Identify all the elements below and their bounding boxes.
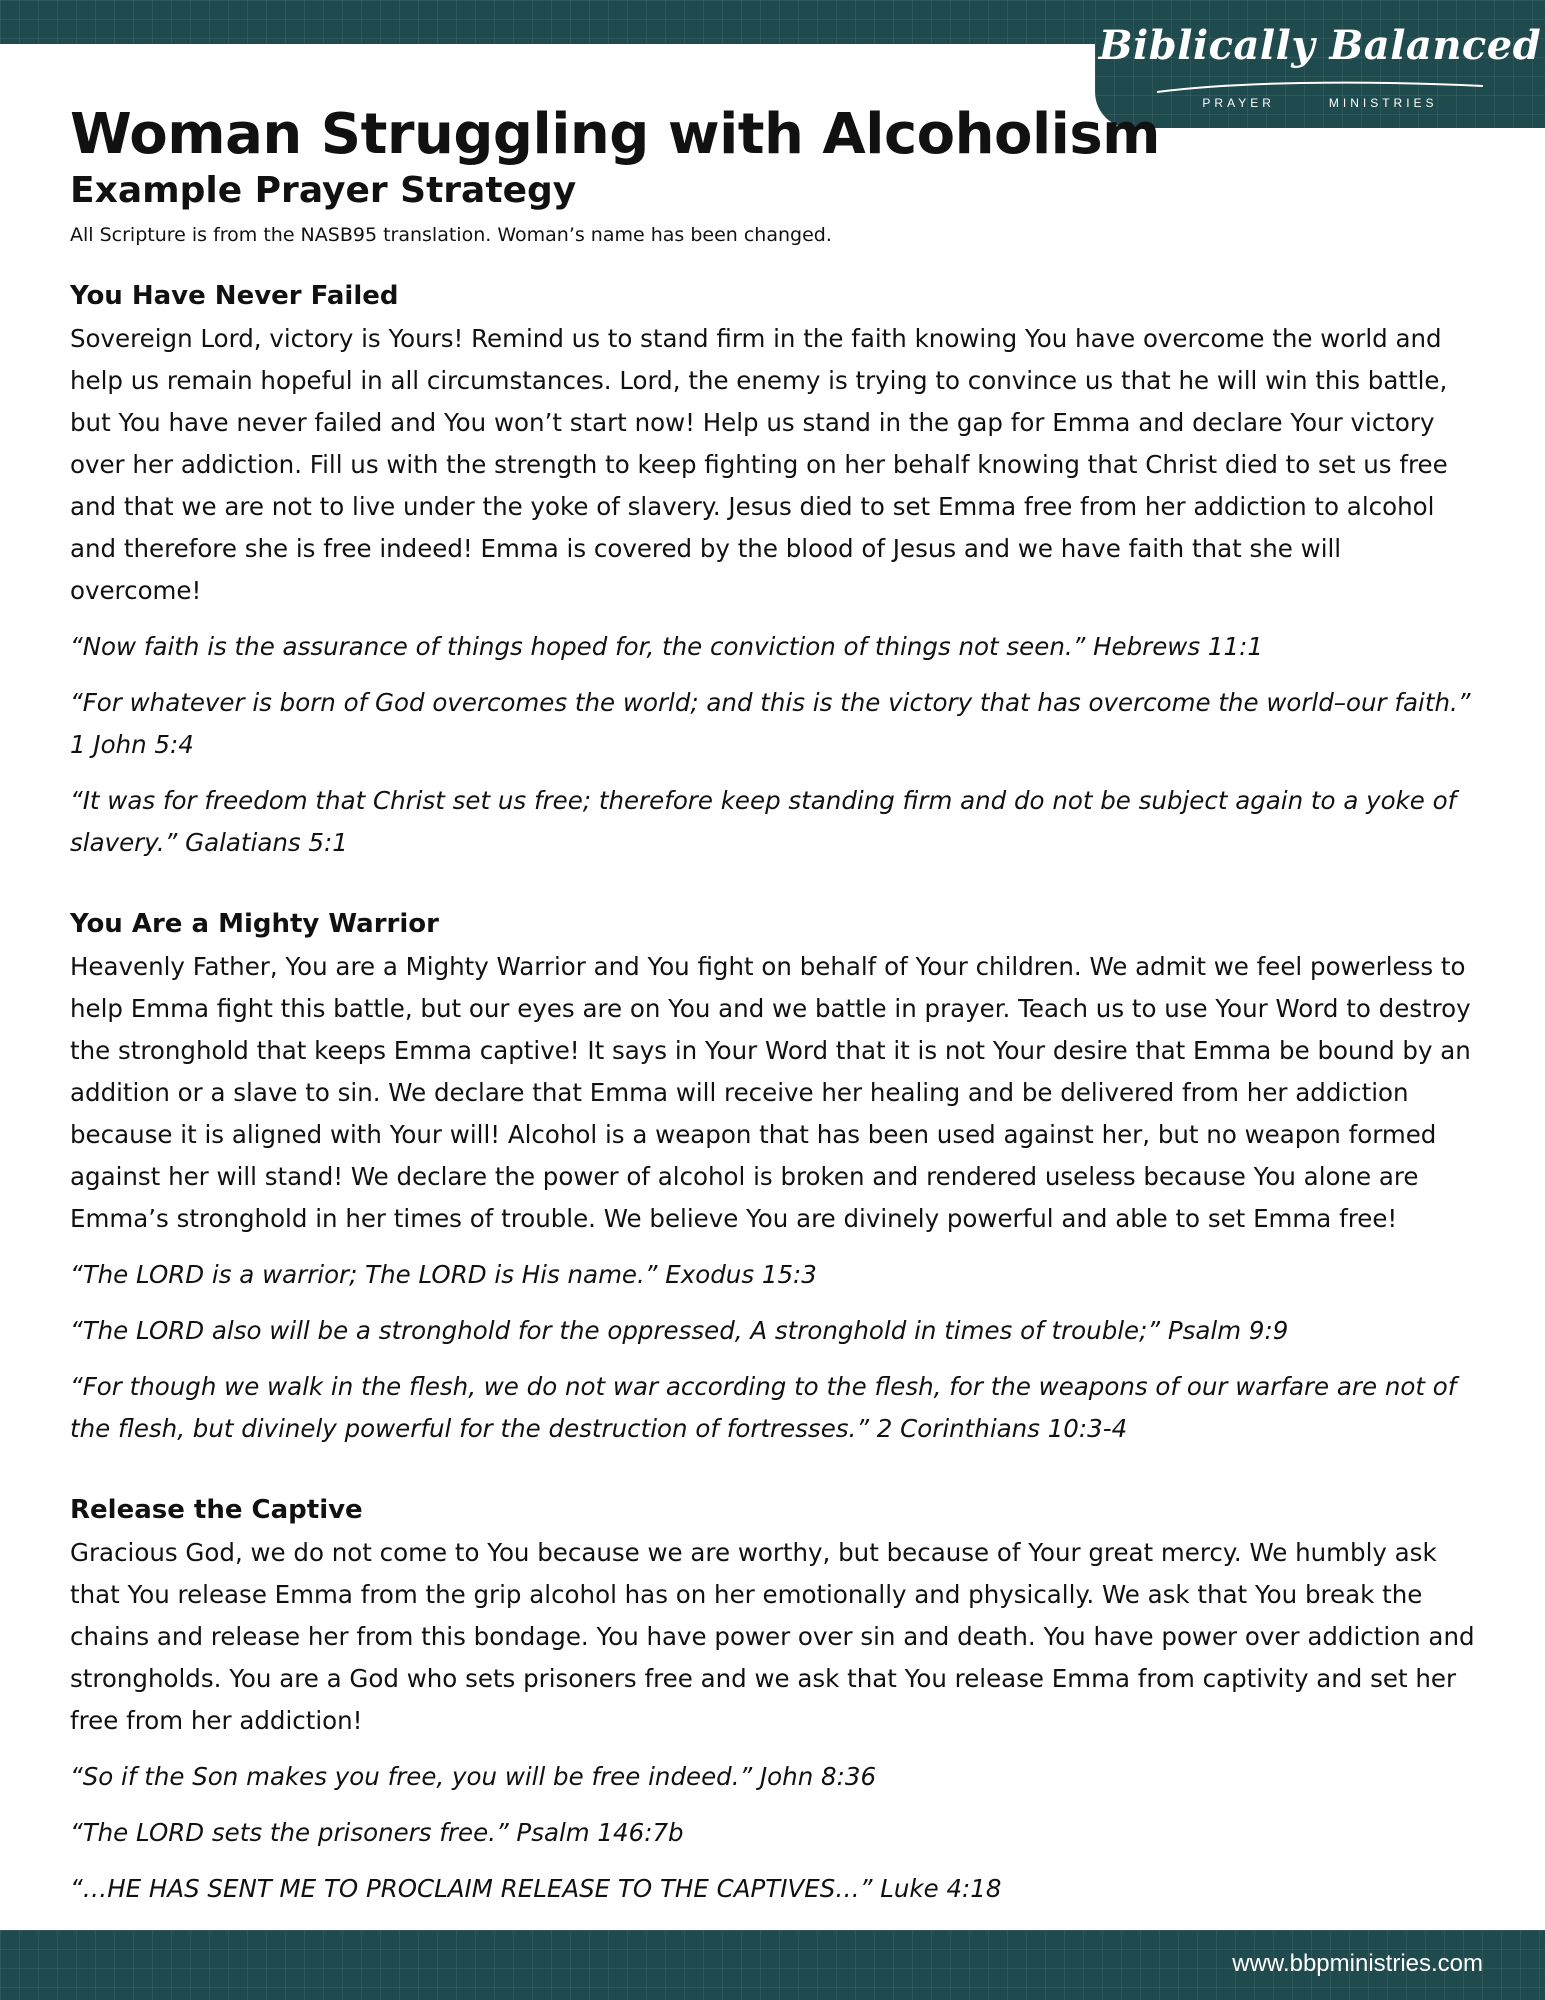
- prayer-paragraph: Heavenly Father, You are a Mighty Warrior and You fight on behalf of Your children. We admit we feel powerless to help Emma fight this battle, but our eyes are on You and we battle in prayer. Teach us to use Your Word to destroy the stronghold that keeps Emma captive! It says in Your Word that it is not Your desire that Emma be bound by an addition or a slave to sin. We declare that Emma will receive her healing and be delivered from her addiction because it is aligned with Your will! Alcohol is a weapon that has been used against her, but no weapon formed against her will stand! We declare the power of alcohol is broken and rendered useless because You alone are Emma’s stronghold in her times of trouble. We believe You are divinely powerful and able to set Emma free!: [70, 952, 1471, 1233]
- scripture-verse: “For though we walk in the flesh, we do not war according to the flesh, for the weapons of our warfare are not of the flesh, but divinely powerful for the destruction of fortresses.” 2 Corinthians 10:3-4: [70, 1372, 1457, 1443]
- scripture-verse: “The LORD sets the prisoners free.” Psalm 146:7b: [70, 1818, 684, 1847]
- section-never-failed: [70, 276, 1480, 864]
- scripture-verse: “For whatever is born of God overcomes the world; and this is the victory that has overcome the world–our faith.” 1 John 5:4: [70, 688, 1471, 759]
- logo-sub-right: MINISTRIES: [1328, 96, 1438, 110]
- logo-sub-left: PRAYER: [1202, 96, 1275, 110]
- prayer-paragraph: Gracious God, we do not come to You because we are worthy, but because of Your great mercy. We humbly ask that You release Emma from the grip alcohol has on her emotionally and physically. We ask that You break the chains and release her from this bondage. You have power over sin and death. You have power over addiction and strongholds. You are a God who sets prisoners free and we ask that You release Emma from captivity and set her free from her addiction!: [70, 1538, 1475, 1735]
- scripture-verse: “So if the Son makes you free, you will be free indeed.” John 8:36: [70, 1762, 877, 1791]
- logo-wordmark: Biblically Balanced: [1098, 22, 1542, 69]
- page-title: Woman Struggling with Alcoholism: [70, 102, 1161, 167]
- document-body: [70, 102, 1480, 1910]
- section-heading: You Have Never Failed: [70, 281, 399, 311]
- scripture-verse: “…HE HAS SENT ME TO PROCLAIM RELEASE TO THE CAPTIVES…” Luke 4:18: [70, 1874, 1002, 1903]
- translation-note: All Scripture is from the NASB95 translation. Woman’s name has been changed.: [70, 224, 832, 246]
- logo-swoosh-icon: [1155, 78, 1485, 98]
- section-heading: You Are a Mighty Warrior: [70, 909, 439, 939]
- page-subtitle: Example Prayer Strategy: [70, 170, 577, 211]
- footer-url-link[interactable]: www.bbpministries.com: [1232, 1950, 1483, 1977]
- section-release-captive: [70, 1490, 1480, 1910]
- scripture-verse: “It was for freedom that Christ set us free; therefore keep standing firm and do not be subject again to a yoke of slavery.” Galatians 5:1: [70, 786, 1457, 857]
- section-mighty-warrior: [70, 904, 1480, 1450]
- scripture-verse: “Now faith is the assurance of things hoped for, the conviction of things not seen.” Hebrews 11:1: [70, 632, 1263, 661]
- prayer-paragraph: Sovereign Lord, victory is Yours! Remind us to stand firm in the faith knowing You have overcome the world and help us remain hopeful in all circumstances. Lord, the enemy is trying to convince us that he will win this battle, but You have never failed and You won’t start now! Help us stand in the gap for Emma and declare Your victory over her addiction. Fill us with the strength to keep fighting on her behalf knowing that Christ died to set us free and that we are not to live under the yoke of slavery. Jesus died to set Emma free from her addiction to alcohol and therefore she is free indeed! Emma is covered by the blood of Jesus and we have faith that she will overcome!: [70, 324, 1448, 605]
- scripture-verse: “The LORD is a warrior; The LORD is His name.” Exodus 15:3: [70, 1260, 817, 1289]
- section-heading: Release the Captive: [70, 1495, 363, 1525]
- scripture-verse: “The LORD also will be a stronghold for the oppressed, A stronghold in times of trouble;” Psalm 9:9: [70, 1316, 1289, 1345]
